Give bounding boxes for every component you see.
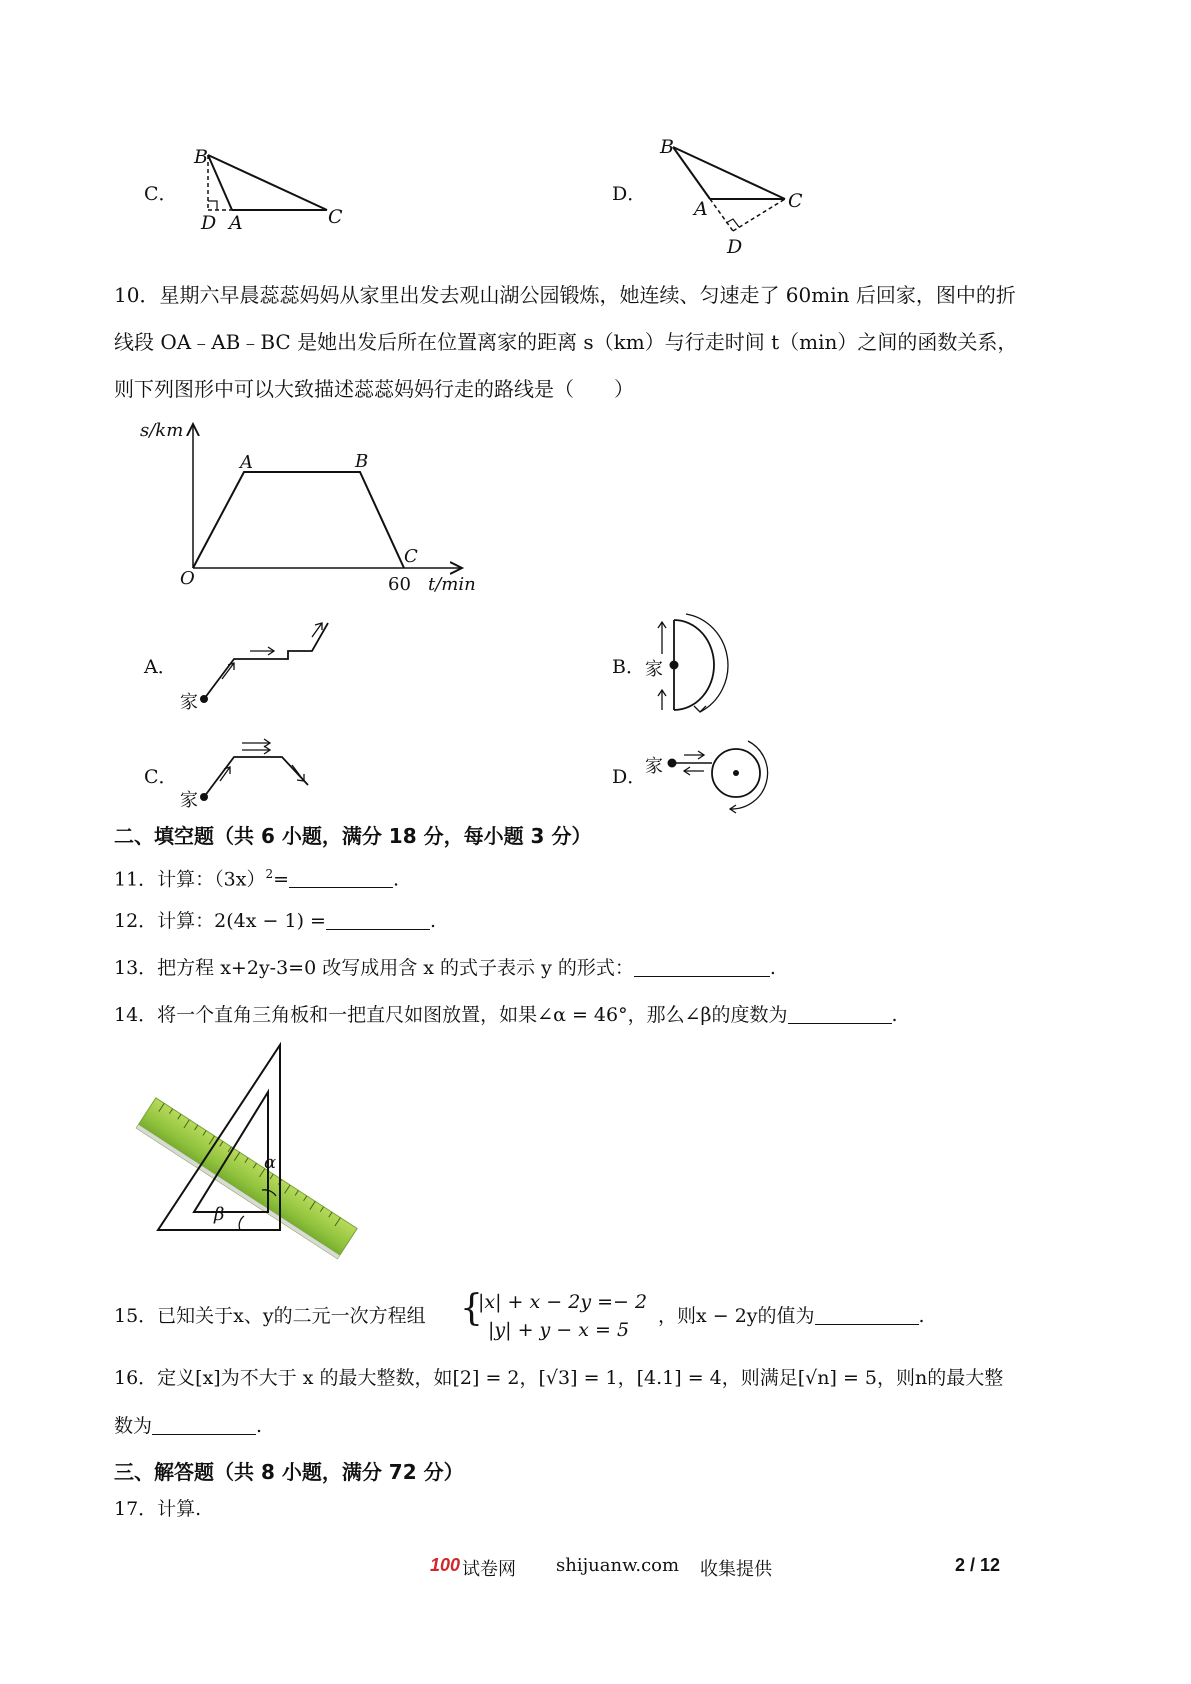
q13	[114, 956, 776, 980]
q10-option-a-figure	[200, 615, 340, 705]
q10a-home-label: 家	[180, 692, 198, 713]
q9d-label-d: D	[727, 236, 743, 258]
q10-option-b-figure	[650, 610, 740, 720]
q15	[658, 1304, 925, 1328]
q10-graph-point-a: A	[240, 452, 253, 473]
q14-text: 14．将一个直角三角板和一把直尺如图放置，如果∠α = 46°，那么∠β的度数为	[114, 1004, 788, 1026]
q11	[114, 862, 399, 891]
q14-angle-alpha: α	[264, 1152, 277, 1173]
q10-option-a-label: A．	[144, 656, 177, 678]
q15-prefix: 15．已知关于x、y的二元一次方程组	[114, 1305, 426, 1327]
q15-answer-blank[interactable]	[815, 1304, 919, 1325]
q13-answer-blank[interactable]	[634, 956, 770, 977]
q9d-label-b: B	[660, 136, 674, 158]
q10b-home-label: 家	[645, 659, 663, 680]
q12	[114, 909, 436, 933]
q11-equals: =	[273, 868, 290, 891]
q11-exponent: 2	[265, 867, 274, 881]
q15-equation-2: |y| + y − x = 5	[488, 1319, 630, 1341]
q13-period: .	[769, 957, 776, 979]
footer-site[interactable]: shijuanw.com	[556, 1555, 680, 1576]
q9d-label-a: A	[694, 198, 708, 220]
q17: 17．计算.	[114, 1498, 202, 1520]
q10-option-b-label: B．	[612, 656, 645, 678]
q14-answer-blank[interactable]	[788, 1003, 892, 1024]
q9-option-c-label: C．	[144, 183, 178, 205]
q10-graph-tick-60: 60	[388, 574, 411, 595]
section-2-title: 二、填空题（共 6 小题，满分 18 分，每小题 3 分）	[114, 824, 592, 848]
q15-equation-1: |x| + x − 2y =− 2	[478, 1291, 648, 1313]
q16-line-1: 16．定义[x]为不大于 x 的最大整数，如[2] = 2，[√3] = 1，[4.1] = 4，则满足[√n] = 5，则n的最大整	[114, 1367, 1004, 1389]
q9c-label-c: C	[328, 206, 343, 228]
q10-option-d-label: D．	[612, 766, 647, 788]
q14	[114, 1003, 898, 1027]
q16-text-2: 数为	[114, 1415, 153, 1437]
q10-graph-xlabel: t/min	[428, 574, 476, 595]
q10-option-c-label: C．	[144, 766, 178, 788]
q10-option-d-figure	[668, 735, 778, 815]
section-3-title: 三、解答题（共 8 小题，满分 72 分）	[114, 1460, 464, 1484]
q10-line-1: 10．星期六早晨蕊蕊妈妈从家里出发去观山湖公园锻炼，她连续、匀速走了 60min 后回家，图中的折	[114, 283, 1016, 307]
footer-provider: 收集提供	[700, 1559, 772, 1580]
q12-text: 12．计算：2(4x − 1) =	[114, 910, 326, 932]
q14-triangle-ruler-figure	[140, 1040, 370, 1290]
q12-period: .	[429, 910, 436, 932]
q11-answer-blank[interactable]	[289, 867, 393, 888]
q9c-label-b: B	[194, 146, 208, 168]
q9c-label-a: A	[229, 212, 243, 234]
q9-option-d-label: D．	[612, 183, 647, 205]
q16-answer-blank[interactable]	[152, 1414, 256, 1435]
q10-graph-origin: O	[180, 568, 195, 589]
q12-answer-blank[interactable]	[326, 909, 430, 930]
q10-graph-point-c: C	[404, 546, 418, 567]
page-number: 2 / 12	[955, 1555, 1001, 1575]
q9c-label-d: D	[201, 212, 217, 234]
q11-period: .	[393, 868, 400, 891]
q10c-home-label: 家	[180, 790, 198, 811]
q15-period: .	[918, 1305, 925, 1327]
q14-angle-beta: β	[214, 1204, 225, 1225]
q10-graph-ylabel: s/km	[140, 420, 184, 441]
q9d-label-c: C	[788, 190, 803, 212]
q11-text: 11．计算：（3x）	[114, 868, 266, 891]
q14-period: .	[891, 1004, 898, 1026]
q10d-home-label: 家	[645, 756, 663, 777]
q15-brace: {	[460, 1288, 483, 1329]
q10-option-c-figure	[200, 735, 320, 805]
q10-graph-point-b: B	[355, 451, 369, 472]
q16-period: .	[256, 1415, 263, 1437]
q10-line-2: 线段 OA﹣AB﹣BC 是她出发后所在位置离家的距离 s（km）与行走时间 t（min）之间的函数关系，	[114, 330, 1018, 354]
q15-suffix: ，则x − 2y的值为	[658, 1305, 815, 1327]
footer-logo-text: 试卷网	[462, 1559, 516, 1580]
q10-line-3: 则下列图形中可以大致描述蕊蕊妈妈行走的路线是（ ）	[114, 377, 634, 401]
footer-logo-icon: 100	[430, 1555, 461, 1575]
q13-text: 13．把方程 x+2y-3=0 改写成用含 x 的式子表示 y 的形式：	[114, 957, 634, 979]
q16-line-2	[114, 1414, 262, 1438]
